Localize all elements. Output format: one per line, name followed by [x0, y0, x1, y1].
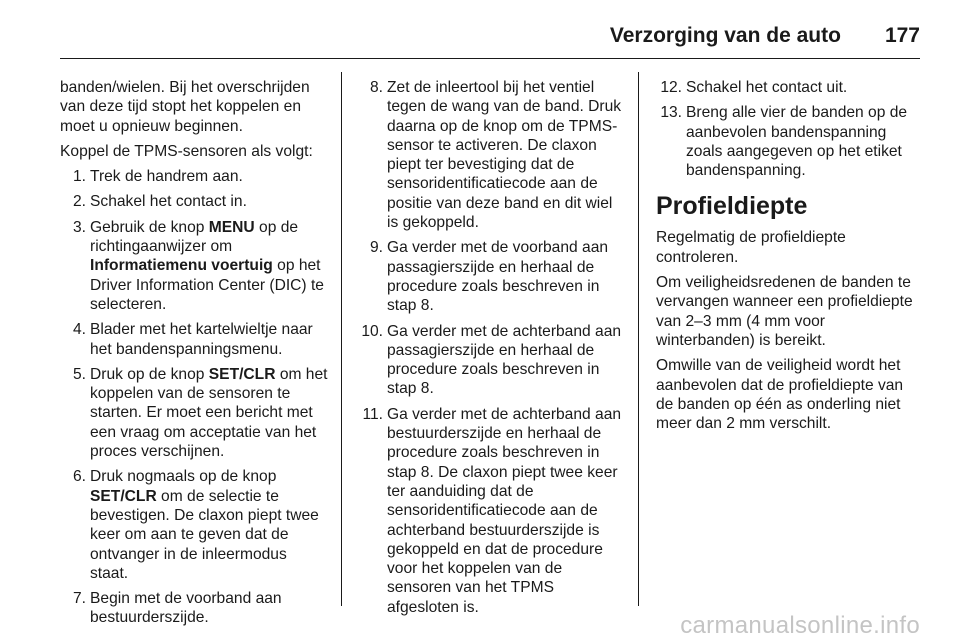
list-item [60, 167, 328, 186]
step-text: Schakel het contact uit. [686, 79, 848, 96]
step-text: Gebruik de knop MENU op de richtingaanwijzer om Informatiemenu voertuig op het Driver Information Center (DIC) te selecteren. [90, 218, 324, 313]
page-title: Verzorging van de auto [609, 24, 841, 47]
step-text: Trek de handrem aan. [90, 168, 243, 186]
set-clr-button-label: SET/CLR [90, 487, 157, 505]
list-item [60, 467, 328, 583]
column-2 [357, 78, 622, 623]
set-clr-button-label: SET/CLR [208, 365, 276, 383]
list-item [60, 218, 328, 314]
step-text: Breng alle vier de banden op de aanbevolen bandenspanning zoals aangegeven op het etiket bandenspanning. [686, 104, 908, 180]
column-divider [341, 72, 342, 606]
step-number: 12. [660, 79, 682, 96]
paragraph: Regelmatig de profieldiepte controleren. [656, 229, 846, 266]
paragraph: Omwille van de veiligheid wordt het aanbevolen dat de profieldiepte van de banden op één as onderling niet meer dan 2 mm verschilt. [656, 357, 904, 433]
column-3 [656, 78, 920, 439]
menu-button-label: MENU [208, 218, 255, 236]
step-number: 13. [660, 104, 682, 122]
page-header [60, 14, 920, 59]
column-divider [638, 72, 639, 606]
step-number: 10. [361, 322, 383, 340]
step-number: 3. [72, 218, 86, 236]
step-text: Druk nogmaals op de knop SET/CLR om de selectie te bevestigen. De claxon piept twee keer om aan te geven dat de ontvanger in de inleermodus staat. [90, 468, 319, 582]
step-text: Zet de inleertool bij het ventiel tegen de wang van de band. Druk daarna op de knop om de TPMS-sensor te activeren. De claxon piept ter bevestiging dat de sensoridentificatiecode aan de positie van deze band en dit wiel is gekoppeld. [387, 79, 622, 232]
list-item [60, 320, 328, 359]
step-text: Ga verder met de voorband aan passagierszijde en herhaal de procedure zoals beschreven in stap 8. [387, 239, 609, 315]
step-text: Blader met het kartelwieltje naar het bandenspanningsmenu. [90, 321, 313, 358]
step-number: 4. [72, 321, 86, 339]
step-number: 9. [369, 239, 383, 257]
list-item [357, 78, 622, 232]
step-number: 11. [362, 405, 383, 423]
list-item [656, 78, 920, 97]
step-text: Schakel het contact in. [90, 193, 247, 211]
step-number: 1. [72, 168, 86, 186]
step-text: Begin met de voorband aan bestuurderszijde. [90, 590, 282, 627]
list-item [357, 405, 622, 617]
step-text: Ga verder met de achterband aan bestuurderszijde en herhaal de procedure zoals beschreven in stap 8. De claxon piept twee keer ter aanduiding dat de sensoridentificatiecode aan de achterband bestuurderszijde is gekoppeld en dat de procedure voor het koppelen van de sensoren van het TPMS afgesloten is. [387, 405, 622, 616]
column-1 [60, 78, 328, 634]
list-item [60, 589, 328, 628]
paragraph: Om veiligheidsredenen de banden te vervangen wanneer een profieldiepte van 2–3 mm (4 mm voor winterbanden) is bereikt. [656, 274, 913, 349]
step-number: 5. [72, 365, 86, 383]
list-item [357, 238, 622, 315]
menu-item-label: Informatiemenu voertuig [90, 257, 273, 275]
list-item [656, 103, 920, 180]
step-number: 7. [72, 590, 86, 608]
step-number: 8. [369, 79, 383, 96]
watermark: carmanualsonline.info [680, 612, 920, 639]
step-text: Druk op de knop SET/CLR om het koppelen van de sensoren te starten. Er moet een bericht met een vraag om acceptatie van het proces verschijnen. [90, 365, 328, 461]
list-item [357, 322, 622, 399]
lead-paragraph: Koppel de TPMS-sensoren als volgt: [60, 142, 313, 160]
step-text: Ga verder met de achterband aan passagierszijde en herhaal de procedure zoals beschreven in stap 8. [387, 322, 622, 398]
step-number: 2. [72, 193, 86, 211]
section-heading: Profieldiepte [656, 192, 808, 221]
list-item [60, 365, 328, 461]
intro-paragraph: banden/wielen. Bij het overschrijden van deze tijd stopt het koppelen en moet u opnieuw beginnen. [60, 79, 310, 135]
page-number: 177 [884, 24, 920, 47]
step-number: 6. [72, 468, 86, 486]
list-item [60, 192, 328, 211]
